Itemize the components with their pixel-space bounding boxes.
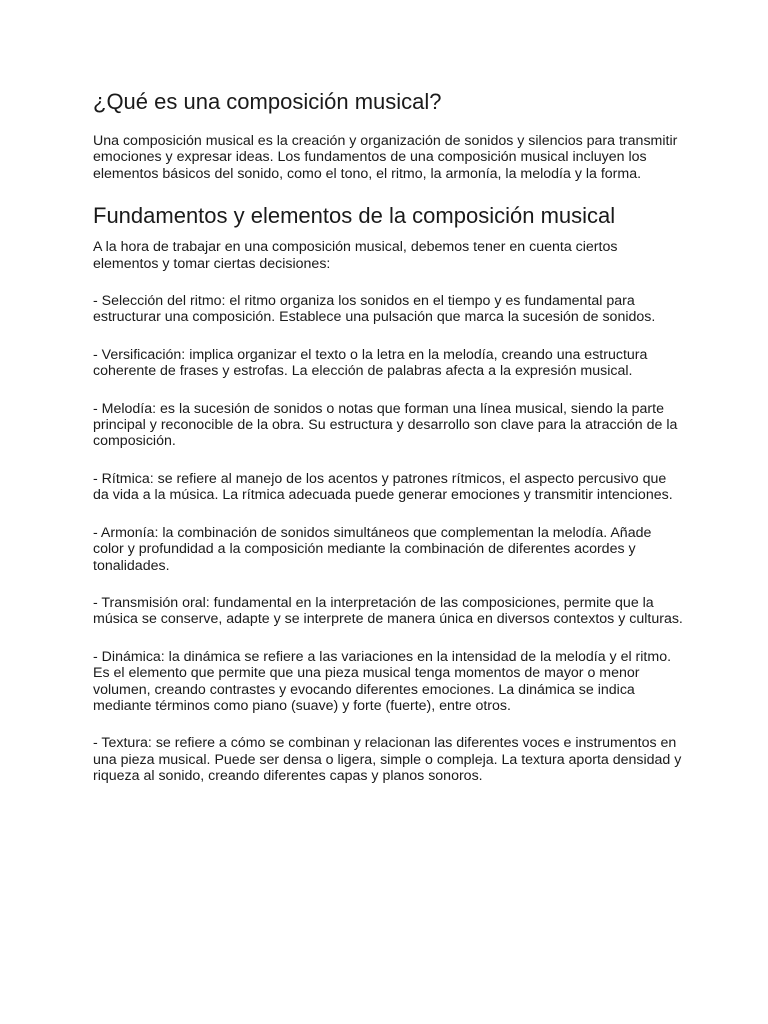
item-dinamica: - Dinámica: la dinámica se refiere a las variaciones en la intensidad de la melodía y el ritmo. Es el elemento que permite que una pieza musical tenga momentos de mayor o menor volumen, creando contrastes y evocando diferentes emociones. La dinámica se indica mediante términos como piano (suave) y forte (fuerte), entre otros. (93, 648, 672, 714)
section-title: Fundamentos y elementos de la composición musical (93, 203, 616, 229)
section-lead-paragraph: A la hora de trabajar en una composición musical, debemos tener en cuenta ciertos elementos y tomar ciertas decisiones: (93, 239, 618, 272)
item-ritmica: - Rítmica: se refiere al manejo de los acentos y patrones rítmicos, el aspecto percusivo que da vida a la música. La rítmica adecuada puede generar emociones y transmitir intenciones. (93, 470, 673, 504)
item-seleccion-ritmo: - Selección del ritmo: el ritmo organiza los sonidos en el tiempo y es fundamental para estructurar una composición. Establece una pulsación que marca la sucesión de sonidos. (93, 293, 656, 326)
intro-paragraph: Una composición musical es la creación y organización de sonidos y silencios para transmitir emociones y expresar ideas. Los fundamentos de una composición musical incluyen los elementos básicos del sonido, como el tono, el ritmo, la armonía, la melodía y la forma. (93, 133, 678, 182)
item-armonia: - Armonía: la combinación de sonidos simultáneos que complementan la melodía. Añade color y profundidad a la composición mediante la combinación de diferentes acordes y tonalidades. (93, 524, 652, 574)
item-versificacion: - Versificación: implica organizar el texto o la letra en la melodía, creando una estructura coherente de frases y estrofas. La elección de palabras afecta a la expresión musical. (93, 346, 648, 380)
document-page (93, 88, 683, 785)
item-melodia: - Melodía: es la sucesión de sonidos o notas que forman una línea musical, siendo la parte principal y reconocible de la obra. Su estructura y desarrollo son clave para la atracción de la composición. (93, 400, 678, 450)
item-transmision-oral: - Transmisión oral: fundamental en la interpretación de las composiciones, permite que la música se conserve, adapte y se interprete de manera única en diversos contextos y culturas. (93, 594, 683, 628)
item-textura: - Textura: se refiere a cómo se combinan y relacionan las diferentes voces e instrumentos en una pieza musical. Puede ser densa o ligera, simple o compleja. La textura aporta densidad y riqueza al sonido, creando diferentes capas y planos sonoros. (93, 735, 682, 785)
page-title: ¿Qué es una composición musical? (93, 89, 442, 114)
